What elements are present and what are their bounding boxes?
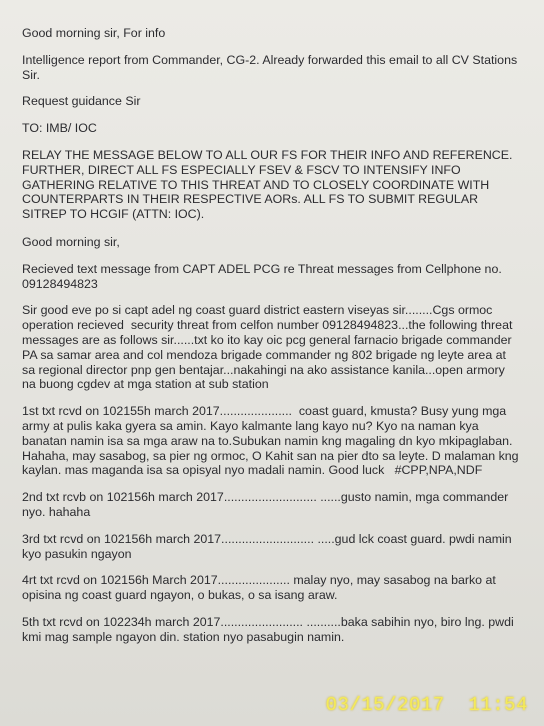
greeting-line: Good morning sir, For info	[22, 26, 166, 40]
second-greeting-line: Good morning sir,	[22, 234, 120, 249]
text-message-4: 4rt txt rcvd on 102156h March 2017..................... malay nyo, may sasabog na barko at opisina ng coast guard ngayon, o bukas, o sa isang araw.	[22, 573, 500, 603]
text-message-1: 1st txt rcvd on 102155h march 2017..................... coast guard, kmusta? Busy yung mga army at pulis kaka gyera sa amin. Kayo kalmante lang kayo nu? Kyo na naman kya banatan namin isa sa mga araw na to.Subukan namin kng magaling dn kyo mkipaglaban. Hahaha, may sasabog, sa pier ng ormoc, O Kahit san na pier dto sa leyte. D malaman kng kaylan. mas maganda isa sa opisyal nyo madali namin. Good luck #CPP,NPA,NDF	[22, 404, 523, 478]
intro-paragraph: Intelligence report from Commander, CG-2. Already forwarded this email to all CV Stations Sir.	[22, 52, 521, 82]
relay-directive-paragraph: RELAY THE MESSAGE BELOW TO ALL OUR FS FOR THEIR INFO AND REFERENCE. FURTHER, DIRECT ALL FS ESPECIALLY FSEV & FSCV TO INTENSIFY INFO GATHERING RELATIVE TO THIS THREAT AND TO CLOSELY COORDINATE WITH COUNTERPARTS IN THEIR RESPECTIVE AORs. ALL FS TO SUBMIT REGULAR SITREP TO HCGIF (ATTN: IOC).	[22, 147, 516, 222]
text-message-3: 3rd txt rcvd on 102156h march 2017........................... .....gud lck coast guard. pwdi namin kyo pasukin ngayon	[22, 531, 516, 561]
text-message-5: 5th txt rcvd on 102234h march 2017........................ ..........baka sabihin nyo, biro lng. pwdi kmi mag sample ngayon din. station nyo pasabugin namin.	[22, 614, 518, 644]
text-message-2: 2nd txt rcvb on 102156h march 2017........................... ......gusto namin, mga commander nyo. hahaha	[22, 490, 512, 519]
document-body	[22, 26, 522, 657]
camera-timestamp: 03/15/2017 11:54	[325, 694, 528, 716]
request-line: Request guidance Sir	[22, 94, 141, 109]
report-paragraph: Sir good eve po si capt adel ng coast guard district eastern viseyas sir........Cgs ormoc operation recieved security threat from celfon number 09128494823...the following threat messages are as follows sir......txt ko ito kay oic pcg general farnacio brigade commander PA sa samar area and col mendoza brigade commander ng 802 brigade ng leyte area at sa regional director pnp gen bentajar...nakahingi na ako assistance kanila...open armory na buong cgdev at mga station at sub station	[22, 303, 516, 392]
recipient-line: TO: IMB/ IOC	[22, 121, 97, 136]
received-message-paragraph: Recieved text message from CAPT ADEL PCG re Threat messages from Cellphone no. 09128494823	[22, 261, 506, 291]
